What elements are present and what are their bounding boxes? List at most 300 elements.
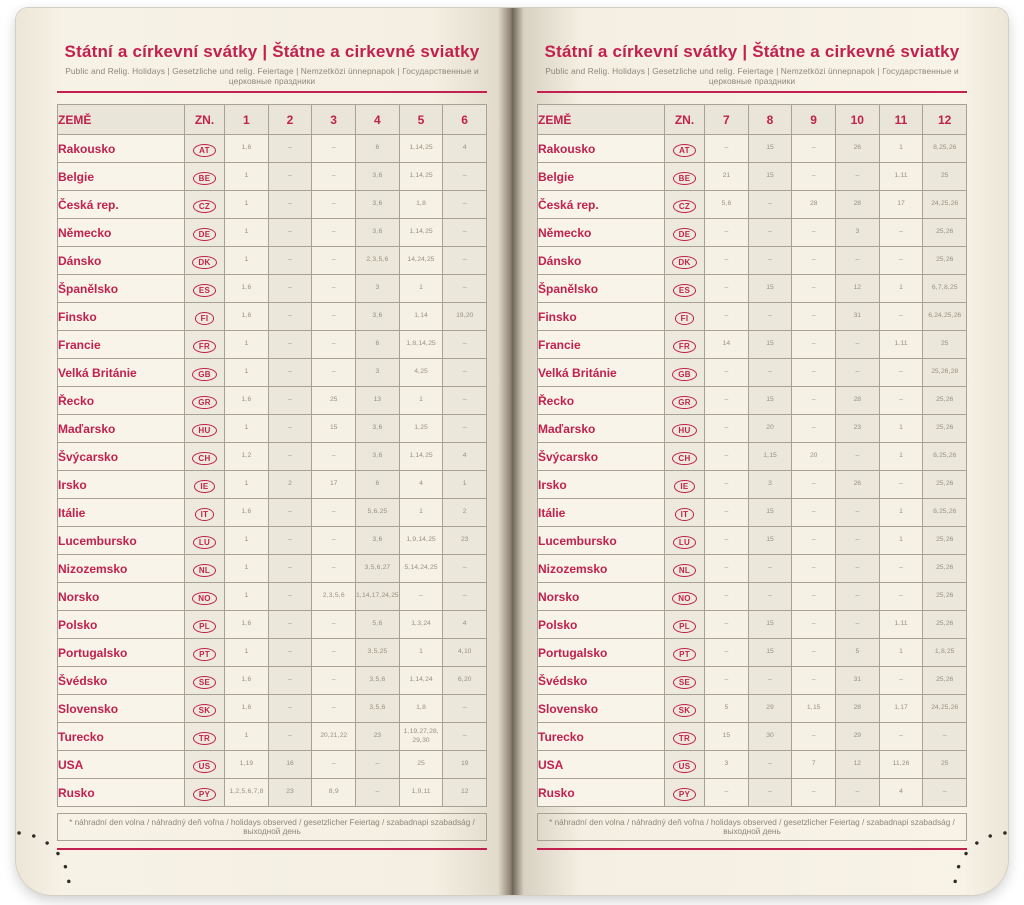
page-subtitle: Public and Relig. Holidays | Gesetzliche und relig. Feiertage | Nemzetközi ünnepnapok | Государственные и церковные праздники [65, 66, 479, 86]
holiday-days-cell: – [705, 387, 749, 415]
holiday-days-cell: 1, 6 [225, 275, 269, 303]
holiday-days-cell: – [792, 723, 836, 751]
country-name: Rakousko [58, 135, 185, 163]
holiday-days-cell: 15 [748, 499, 792, 527]
holiday-days-cell: 11, 26 [879, 751, 923, 779]
holiday-days-cell: – [835, 331, 879, 359]
country-name: USA [538, 751, 665, 779]
holiday-days-cell: – [792, 247, 836, 275]
holidays-table-second-half [537, 104, 967, 807]
holiday-days-cell: – [312, 695, 356, 723]
country-name: Rusko [58, 779, 185, 807]
country-name: Španělsko [538, 275, 665, 303]
holiday-days-cell: – [312, 611, 356, 639]
holiday-days-cell: 24, 25, 26 [923, 695, 967, 723]
table-row [538, 387, 967, 415]
country-column-header: ZEMĚ [58, 105, 185, 135]
country-code-badge: US [673, 760, 697, 773]
holiday-days-cell: 1, 2 [225, 443, 269, 471]
holiday-days-cell: 24, 25, 26 [923, 191, 967, 219]
holiday-days-cell: 6, 24, 25, 26 [923, 303, 967, 331]
country-code-badge: HU [192, 424, 216, 437]
country-code-cell [185, 191, 225, 219]
month-column-header: 7 [705, 105, 749, 135]
country-name: Finsko [58, 303, 185, 331]
corner-perforation-right [914, 805, 1024, 905]
country-code-badge: GR [192, 396, 217, 409]
country-code-cell [185, 639, 225, 667]
holiday-days-cell: 3, 6 [355, 191, 399, 219]
country-code-cell [185, 443, 225, 471]
holiday-days-cell: – [792, 639, 836, 667]
holiday-days-cell: 6 [355, 331, 399, 359]
holiday-days-cell: – [792, 219, 836, 247]
holiday-days-cell: – [443, 695, 487, 723]
holiday-days-cell: – [268, 359, 312, 387]
holiday-days-cell: 3 [835, 219, 879, 247]
table-row [538, 527, 967, 555]
country-name: Irsko [58, 471, 185, 499]
holiday-days-cell: 5, 6 [355, 611, 399, 639]
country-code-cell [665, 135, 705, 163]
holiday-days-cell: 1, 14, 17, 24, 25 [355, 583, 399, 611]
country-code-badge: CZ [673, 200, 696, 213]
holiday-days-cell: – [879, 667, 923, 695]
bottom-rule [57, 848, 487, 850]
holiday-days-cell: – [705, 415, 749, 443]
holiday-days-cell: 6 [355, 471, 399, 499]
holiday-days-cell: 29 [835, 723, 879, 751]
table-row [58, 667, 487, 695]
country-name: Slovensko [58, 695, 185, 723]
holiday-days-cell: 2, 3, 5, 6 [355, 247, 399, 275]
country-name: Turecko [538, 723, 665, 751]
holiday-days-cell: – [835, 163, 879, 191]
month-column-header: 6 [443, 105, 487, 135]
holiday-days-cell: – [443, 583, 487, 611]
country-code-cell [185, 583, 225, 611]
month-column-header: 1 [225, 105, 269, 135]
country-name: Maďarsko [538, 415, 665, 443]
country-name: Francie [58, 331, 185, 359]
holiday-days-cell: – [312, 135, 356, 163]
corner-perforation-left [0, 805, 110, 905]
holiday-days-cell: 5, 6, 25 [355, 499, 399, 527]
table-row [538, 667, 967, 695]
holiday-days-cell: – [792, 331, 836, 359]
holiday-days-cell: 14 [705, 331, 749, 359]
holiday-days-cell: 1, 6 [225, 135, 269, 163]
table-row [58, 163, 487, 191]
country-name: Dánsko [58, 247, 185, 275]
table-row [58, 611, 487, 639]
code-column-header: ZN. [185, 105, 225, 135]
holiday-days-cell: 2, 3, 5, 6 [312, 583, 356, 611]
holiday-days-cell: – [705, 555, 749, 583]
country-code-badge: BE [193, 172, 217, 185]
holiday-days-cell: – [268, 303, 312, 331]
page-title: Státní a církevní svátky | Štátne a cirkevné sviatky [544, 42, 960, 61]
holiday-days-cell: 25, 26 [923, 471, 967, 499]
holiday-days-cell: 25, 26 [923, 527, 967, 555]
holiday-days-cell: 1, 11 [879, 611, 923, 639]
holiday-days-cell: – [312, 191, 356, 219]
holiday-days-cell: – [443, 275, 487, 303]
holiday-days-cell: 3 [355, 359, 399, 387]
holiday-days-cell: 28 [792, 191, 836, 219]
country-name: USA [58, 751, 185, 779]
country-code-badge: PY [673, 788, 696, 801]
holiday-days-cell: 1 [225, 639, 269, 667]
holiday-days-cell: – [705, 219, 749, 247]
table-row [538, 695, 967, 723]
country-code-badge: SK [193, 704, 217, 717]
holiday-days-cell: – [312, 275, 356, 303]
country-code-badge: PL [193, 620, 216, 633]
country-code-cell [665, 555, 705, 583]
holiday-days-cell: – [792, 471, 836, 499]
table-row [538, 415, 967, 443]
holiday-days-cell: 25 [923, 163, 967, 191]
page-left-months-1-6 [16, 8, 512, 895]
holiday-days-cell: 1, 14, 25 [399, 219, 443, 247]
holiday-days-cell: 28 [835, 695, 879, 723]
holiday-days-cell: 1 [225, 723, 269, 751]
country-code-cell [185, 751, 225, 779]
month-column-header: 11 [879, 105, 923, 135]
month-column-header: 8 [748, 105, 792, 135]
country-code-cell [665, 583, 705, 611]
holiday-days-cell: – [835, 527, 879, 555]
country-code-cell [185, 527, 225, 555]
holiday-days-cell: 7 [792, 751, 836, 779]
holiday-days-cell: 20 [748, 415, 792, 443]
holiday-days-cell: 14, 24, 25 [399, 247, 443, 275]
holiday-days-cell: 3, 5, 25 [355, 639, 399, 667]
footnote-box: * náhradní den volna / náhradný deň voľna / holidays observed / gesetzlicher Feiertag / szabadnapi szabadság / выходной день [57, 813, 487, 841]
holiday-days-cell: – [312, 667, 356, 695]
country-code-cell [665, 499, 705, 527]
country-code-cell [665, 331, 705, 359]
holiday-days-cell: 15 [705, 723, 749, 751]
holiday-days-cell: 25 [312, 387, 356, 415]
table-row [538, 443, 967, 471]
holiday-days-cell: – [355, 779, 399, 807]
table-row [58, 583, 487, 611]
holiday-days-cell: 5 [705, 695, 749, 723]
holiday-days-cell: – [443, 415, 487, 443]
holiday-days-cell: 6, 20 [443, 667, 487, 695]
table-row [538, 275, 967, 303]
holiday-days-cell: 25, 26 [923, 387, 967, 415]
holiday-days-cell: 8, 9 [312, 779, 356, 807]
country-code-badge: SE [673, 676, 696, 689]
holiday-days-cell: 1, 14, 25 [399, 443, 443, 471]
holiday-days-cell: – [748, 303, 792, 331]
holiday-days-cell: – [268, 135, 312, 163]
holiday-days-cell: – [879, 219, 923, 247]
country-code-badge: HU [672, 424, 696, 437]
holiday-days-cell: – [748, 219, 792, 247]
holiday-days-cell: – [312, 527, 356, 555]
month-column-header: 5 [399, 105, 443, 135]
holiday-days-cell: 23 [443, 527, 487, 555]
country-name: Finsko [538, 303, 665, 331]
holiday-days-cell: – [268, 723, 312, 751]
holiday-days-cell: – [748, 583, 792, 611]
country-name: Polsko [538, 611, 665, 639]
holiday-days-cell: – [705, 443, 749, 471]
country-name: Lucembursko [58, 527, 185, 555]
holiday-days-cell: 15 [748, 163, 792, 191]
country-name: Řecko [538, 387, 665, 415]
holiday-days-cell: 19 [443, 751, 487, 779]
holiday-days-cell: – [312, 499, 356, 527]
table-row [58, 695, 487, 723]
country-name: Velká Británie [538, 359, 665, 387]
country-name: Portugalsko [58, 639, 185, 667]
holiday-days-cell: 1, 6 [225, 303, 269, 331]
month-column-header: 10 [835, 105, 879, 135]
country-code-cell [665, 387, 705, 415]
table-header-row [58, 105, 487, 135]
holiday-days-cell: – [268, 611, 312, 639]
holiday-days-cell: 1 [225, 331, 269, 359]
table-row [538, 555, 967, 583]
holiday-days-cell: – [792, 555, 836, 583]
country-code-cell [185, 723, 225, 751]
holiday-days-cell: 1 [399, 387, 443, 415]
table-row [58, 555, 487, 583]
holiday-days-cell: 8, 25, 26 [923, 499, 967, 527]
country-name: Belgie [538, 163, 665, 191]
holiday-days-cell: – [748, 667, 792, 695]
country-name: Rusko [538, 779, 665, 807]
country-code-cell [185, 303, 225, 331]
holiday-days-cell: – [312, 751, 356, 779]
country-code-badge: DK [672, 256, 696, 269]
holiday-days-cell: – [443, 387, 487, 415]
country-name: Slovensko [538, 695, 665, 723]
holiday-days-cell: 25 [923, 331, 967, 359]
holiday-days-cell: 3, 6 [355, 527, 399, 555]
country-code-badge: GB [672, 368, 697, 381]
country-name: Maďarsko [58, 415, 185, 443]
holiday-days-cell: 1, 6 [225, 611, 269, 639]
table-row [538, 499, 967, 527]
holiday-days-cell: 1 [879, 527, 923, 555]
holiday-days-cell: – [268, 163, 312, 191]
holiday-days-cell: 1 [225, 527, 269, 555]
country-code-badge: PL [673, 620, 696, 633]
table-row [538, 303, 967, 331]
holiday-days-cell: 1, 8, 25 [923, 639, 967, 667]
country-code-cell [665, 247, 705, 275]
country-code-badge: NL [193, 564, 216, 577]
country-name: Turecko [58, 723, 185, 751]
holiday-days-cell: – [792, 499, 836, 527]
holiday-days-cell: 12 [835, 275, 879, 303]
holiday-days-cell: 1 [225, 247, 269, 275]
country-code-badge: CH [192, 452, 216, 465]
holiday-days-cell: 23 [355, 723, 399, 751]
holiday-days-cell: – [443, 555, 487, 583]
holiday-days-cell: – [923, 723, 967, 751]
holiday-days-cell: 1, 15 [792, 695, 836, 723]
table-row [58, 387, 487, 415]
holiday-days-cell: – [443, 191, 487, 219]
holiday-days-cell: – [443, 163, 487, 191]
country-code-cell [185, 135, 225, 163]
holiday-days-cell: – [443, 723, 487, 751]
holiday-days-cell: 6 [355, 135, 399, 163]
holiday-days-cell: 4, 25 [399, 359, 443, 387]
holiday-days-cell: 17 [879, 191, 923, 219]
country-code-cell [185, 387, 225, 415]
holiday-days-cell: – [705, 639, 749, 667]
holiday-days-cell: – [443, 247, 487, 275]
holiday-days-cell: – [835, 499, 879, 527]
country-code-cell [665, 359, 705, 387]
holiday-days-cell: – [268, 443, 312, 471]
table-row [58, 331, 487, 359]
holiday-days-cell: – [792, 359, 836, 387]
holiday-days-cell: – [748, 779, 792, 807]
country-code-badge: IT [195, 508, 215, 521]
country-name: Švýcarsko [58, 443, 185, 471]
holiday-days-cell: – [835, 443, 879, 471]
table-row [538, 359, 967, 387]
table-row [58, 135, 487, 163]
holiday-days-cell: 19, 20 [443, 303, 487, 331]
country-code-cell [185, 611, 225, 639]
holiday-days-cell: 29 [748, 695, 792, 723]
holiday-days-cell: 5 [835, 639, 879, 667]
table-row [538, 583, 967, 611]
country-code-cell [665, 611, 705, 639]
holiday-days-cell: 1, 25 [399, 415, 443, 443]
holiday-days-cell: – [705, 303, 749, 331]
holiday-days-cell: 1, 19 [225, 751, 269, 779]
country-code-cell [665, 191, 705, 219]
holiday-days-cell: – [705, 611, 749, 639]
holiday-days-cell: 1 [879, 135, 923, 163]
holiday-days-cell: 1, 8 [399, 191, 443, 219]
holiday-days-cell: 3 [355, 275, 399, 303]
country-code-badge: FR [193, 340, 216, 353]
holiday-days-cell: 1, 14 [399, 303, 443, 331]
country-name: Itálie [538, 499, 665, 527]
holiday-days-cell: – [879, 303, 923, 331]
holiday-days-cell: – [399, 583, 443, 611]
holiday-days-cell: – [923, 779, 967, 807]
holiday-days-cell: – [835, 583, 879, 611]
holiday-days-cell: 4 [443, 135, 487, 163]
holiday-days-cell: 1, 11 [879, 163, 923, 191]
table-row [58, 499, 487, 527]
country-name: Česká rep. [538, 191, 665, 219]
holiday-days-cell: – [748, 751, 792, 779]
holiday-days-cell: 1, 9, 11 [399, 779, 443, 807]
holiday-days-cell: 1 [879, 499, 923, 527]
holiday-days-cell: 1, 17 [879, 695, 923, 723]
holiday-days-cell: – [705, 779, 749, 807]
holiday-days-cell: – [835, 247, 879, 275]
table-row [58, 359, 487, 387]
holiday-days-cell: 5, 6 [705, 191, 749, 219]
holiday-days-cell: 1, 8 [399, 695, 443, 723]
table-row [58, 303, 487, 331]
country-code-cell [665, 779, 705, 807]
country-code-cell [665, 639, 705, 667]
table-row [58, 471, 487, 499]
holiday-days-cell: 1 [225, 163, 269, 191]
holiday-days-cell: – [705, 471, 749, 499]
country-code-badge: SE [193, 676, 216, 689]
holiday-days-cell: – [879, 723, 923, 751]
holiday-days-cell: – [879, 387, 923, 415]
country-name: Francie [538, 331, 665, 359]
holiday-days-cell: – [312, 219, 356, 247]
country-code-badge: FI [195, 312, 215, 325]
holiday-days-cell: – [705, 667, 749, 695]
country-code-badge: NO [672, 592, 697, 605]
country-code-cell [665, 471, 705, 499]
country-code-cell [185, 499, 225, 527]
country-code-badge: DK [192, 256, 216, 269]
table-row [58, 219, 487, 247]
country-code-badge: AT [193, 144, 216, 157]
holiday-days-cell: – [312, 247, 356, 275]
country-code-cell [185, 667, 225, 695]
country-code-badge: GR [672, 396, 697, 409]
country-code-badge: NL [673, 564, 696, 577]
holiday-days-cell: 1, 9, 14, 25 [399, 527, 443, 555]
holiday-days-cell: – [268, 275, 312, 303]
country-code-cell [185, 219, 225, 247]
country-code-badge: DE [193, 228, 217, 241]
table-row [538, 135, 967, 163]
holiday-days-cell: – [312, 303, 356, 331]
country-name: Nizozemsko [58, 555, 185, 583]
holiday-days-cell: 23 [835, 415, 879, 443]
holiday-days-cell: 1, 6 [225, 695, 269, 723]
table-header-row [538, 105, 967, 135]
holiday-days-cell: 1, 6 [225, 387, 269, 415]
holiday-days-cell: 30 [748, 723, 792, 751]
holiday-days-cell: – [792, 779, 836, 807]
holiday-days-cell: 1 [879, 639, 923, 667]
holiday-days-cell: – [792, 583, 836, 611]
country-code-badge: ES [193, 284, 216, 297]
month-column-header: 2 [268, 105, 312, 135]
holiday-days-cell: – [268, 527, 312, 555]
country-code-cell [185, 163, 225, 191]
country-code-cell [665, 443, 705, 471]
holiday-days-cell: – [443, 219, 487, 247]
country-name: Nizozemsko [538, 555, 665, 583]
table-row [538, 247, 967, 275]
holiday-days-cell: 3 [705, 751, 749, 779]
country-code-badge: IE [194, 480, 214, 493]
country-code-cell [185, 695, 225, 723]
holiday-days-cell: 1, 15 [748, 443, 792, 471]
holiday-days-cell: – [443, 359, 487, 387]
holiday-days-cell: 1 [225, 219, 269, 247]
holiday-days-cell: – [268, 639, 312, 667]
holiday-days-cell: 25, 26 [923, 219, 967, 247]
holiday-days-cell: – [879, 471, 923, 499]
